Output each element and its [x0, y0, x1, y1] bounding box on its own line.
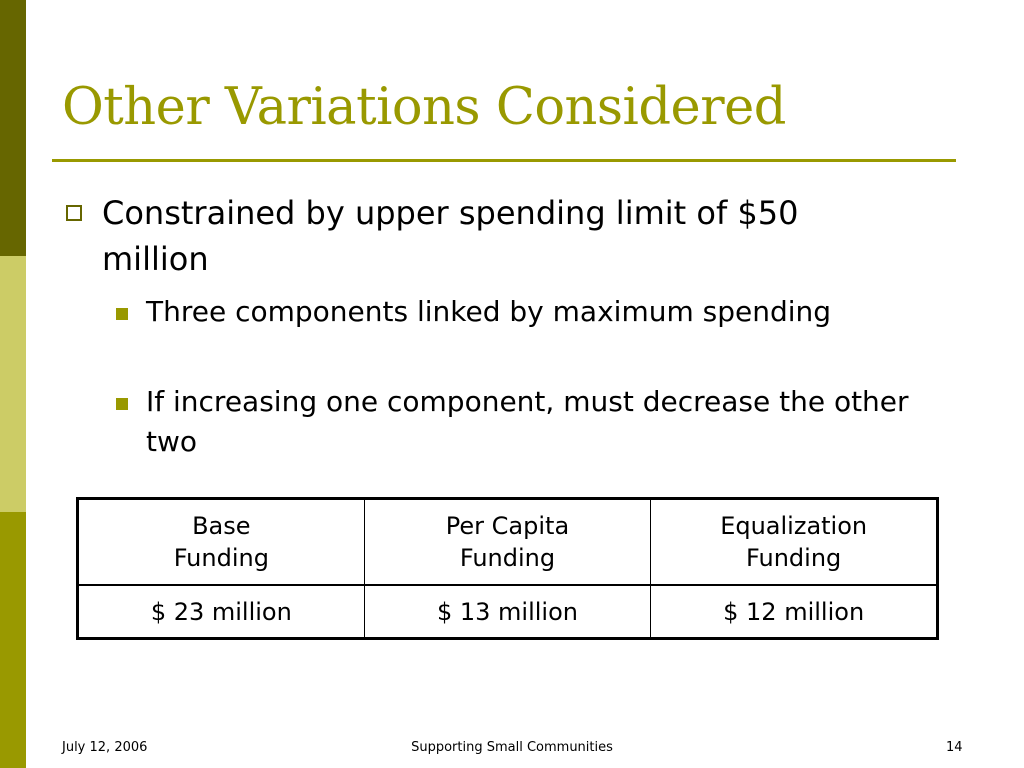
sub-bullet-item: [116, 382, 916, 462]
table-header-row: [78, 499, 938, 586]
footer-title: Supporting Small Communities: [411, 740, 613, 755]
table-cell: $ 23 million: [78, 585, 365, 639]
bullet-text: Constrained by upper spending limit of $50 million: [102, 194, 799, 278]
funding-table: [76, 497, 939, 640]
header-line: Equalization: [720, 512, 868, 540]
sub-bullet-text: Three components linked by maximum spending: [146, 295, 832, 328]
table-header-cell: [364, 499, 651, 586]
sub-bullet-item: [116, 292, 916, 332]
header-line: Funding: [746, 544, 842, 572]
side-bar-top: [0, 0, 26, 256]
table-cell: $ 12 million: [651, 585, 938, 639]
bullet-item: [66, 190, 906, 282]
header-line: Base: [192, 512, 251, 540]
table-header-cell: [651, 499, 938, 586]
slide-title: Other Variations Considered: [62, 78, 786, 137]
table-cell: $ 13 million: [364, 585, 651, 639]
table-row: [78, 585, 938, 639]
table-header-cell: [78, 499, 365, 586]
sub-bullet-text: If increasing one component, must decrease the other two: [146, 385, 909, 458]
footer-date: July 12, 2006: [62, 740, 148, 755]
hollow-square-bullet-icon: [66, 205, 82, 221]
header-line: Funding: [459, 544, 556, 572]
header-line: Funding: [173, 544, 269, 572]
page-number: 14: [946, 740, 963, 755]
square-bullet-icon: [116, 308, 128, 320]
square-bullet-icon: [116, 398, 128, 410]
side-bar-middle: [0, 256, 26, 512]
side-bar-bottom: [0, 512, 26, 768]
header-line: Per Capita: [445, 512, 570, 540]
title-divider: [52, 159, 956, 162]
